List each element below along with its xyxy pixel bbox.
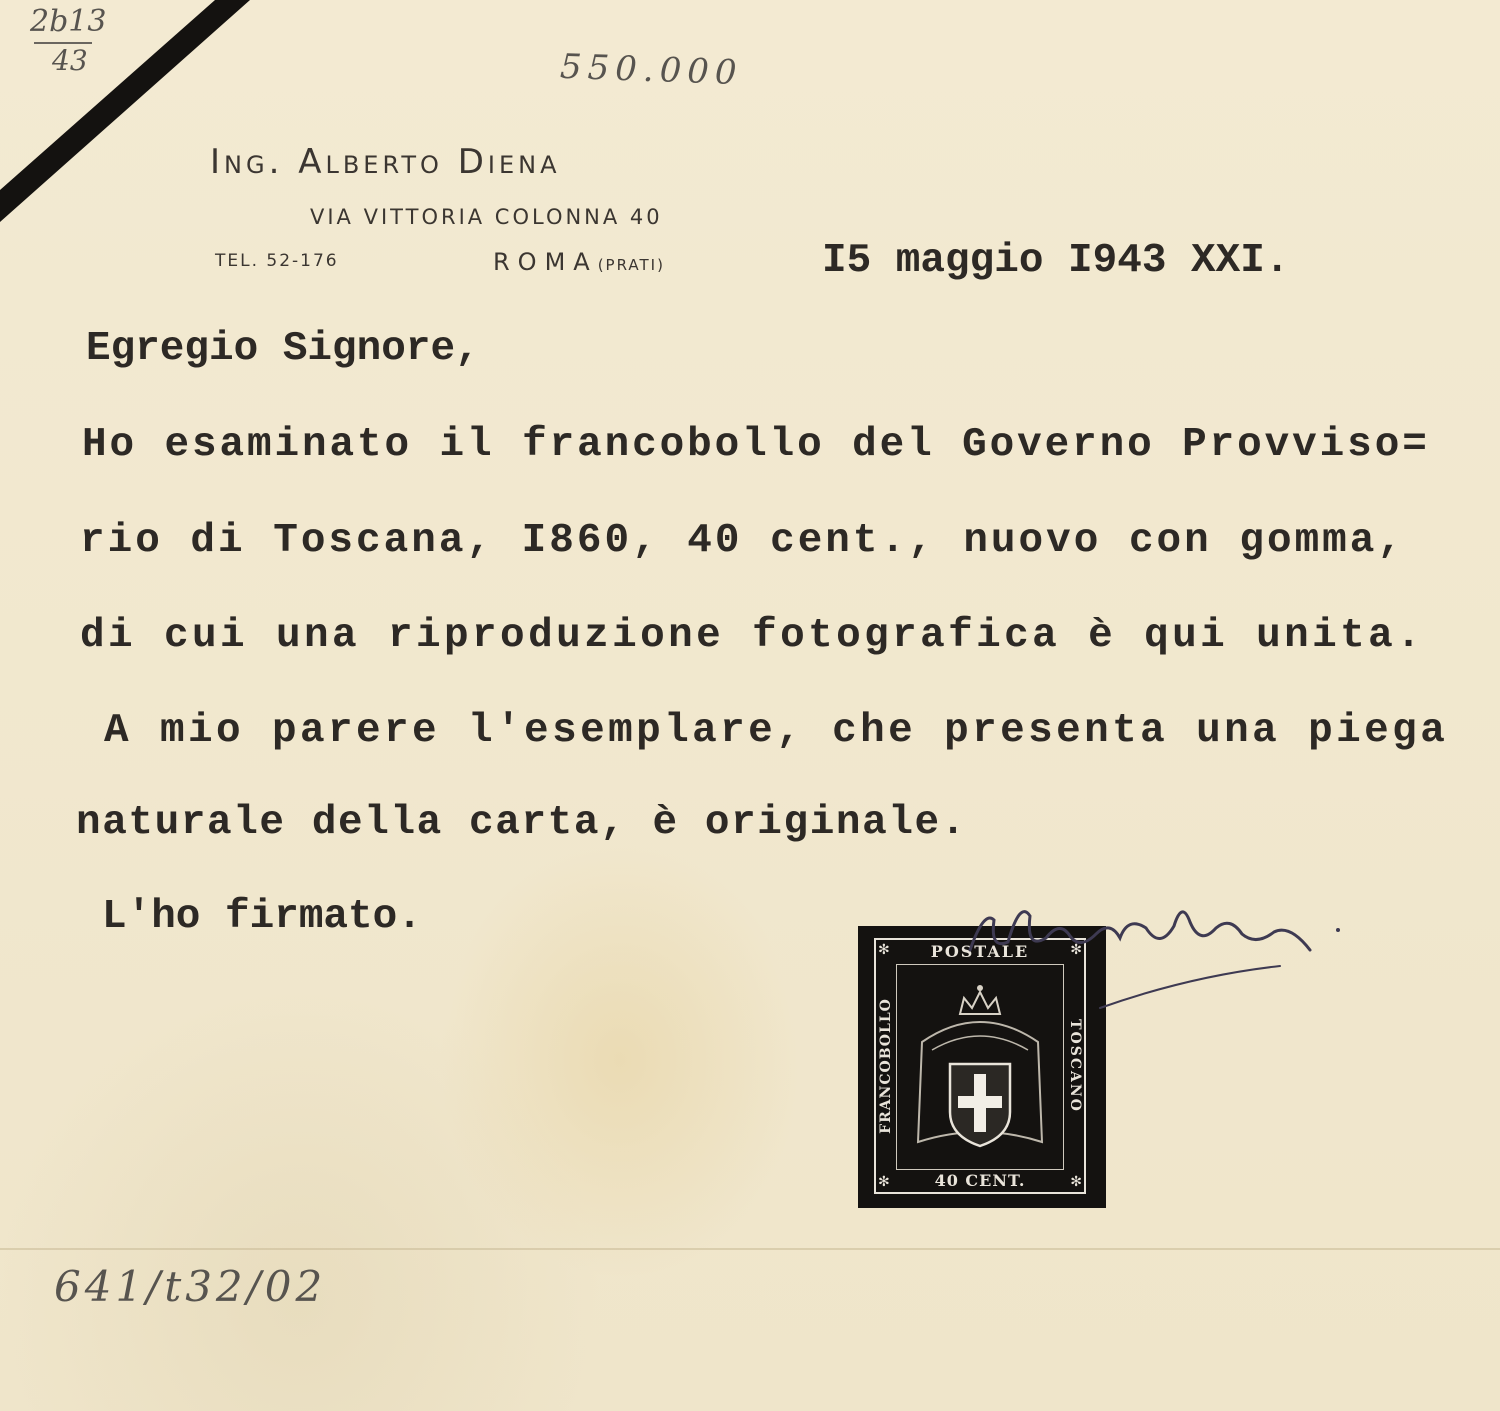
closing-line: L'ho firmato. xyxy=(102,894,422,940)
body-line-5: naturale della carta, è originale. xyxy=(76,800,967,846)
letterhead-city xyxy=(493,248,665,276)
stamp-corner-icon: ✻ xyxy=(878,942,890,958)
pencil-reference-note: 641/t32/02 xyxy=(54,1262,327,1311)
stamp-corner-icon: ✻ xyxy=(1070,1174,1082,1190)
stamp-right-text: TOSCANO xyxy=(1067,1019,1083,1113)
signature xyxy=(950,880,1350,1010)
stamp-corner-icon: ✻ xyxy=(878,1174,890,1190)
stamp-corner-icon: ✻ xyxy=(1070,942,1082,958)
letterhead-address: VIA VITTORIA COLONNA 40 xyxy=(310,205,663,229)
stamp-left-text: FRANCOBOLLO xyxy=(878,998,894,1134)
letterhead-city-district: (PRATI) xyxy=(597,256,665,274)
salutation: Egregio Signore, xyxy=(86,326,480,372)
body-line-1: Ho esaminato il francobollo del Governo Provviso= xyxy=(82,422,1430,468)
body-line-2: rio di Toscana, I860, 40 cent., nuovo con gomma, xyxy=(80,518,1405,564)
body-line-4: A mio parere l'esemplare, che presenta una piega xyxy=(104,708,1449,754)
stamp-value-text: 40 CENT. xyxy=(934,1171,1026,1190)
letterhead-name: Ing. Alberto Diena xyxy=(210,142,561,182)
letterhead-city-name: ROMA xyxy=(493,248,598,276)
date-line: I5 maggio I943 XXI. xyxy=(822,238,1290,284)
paper-fold-line xyxy=(0,1248,1500,1250)
stamp-top-text: POSTALE xyxy=(930,942,1030,961)
body-line-3: di cui una riproduzione fotografica è qui unita. xyxy=(80,613,1425,659)
pencil-note-top: 2b13 xyxy=(30,4,107,39)
letterhead-phone: TEL. 52-176 xyxy=(215,251,339,271)
pencil-note-bottom: 43 xyxy=(52,44,88,77)
pencil-price-note: 550.000 xyxy=(559,46,744,94)
